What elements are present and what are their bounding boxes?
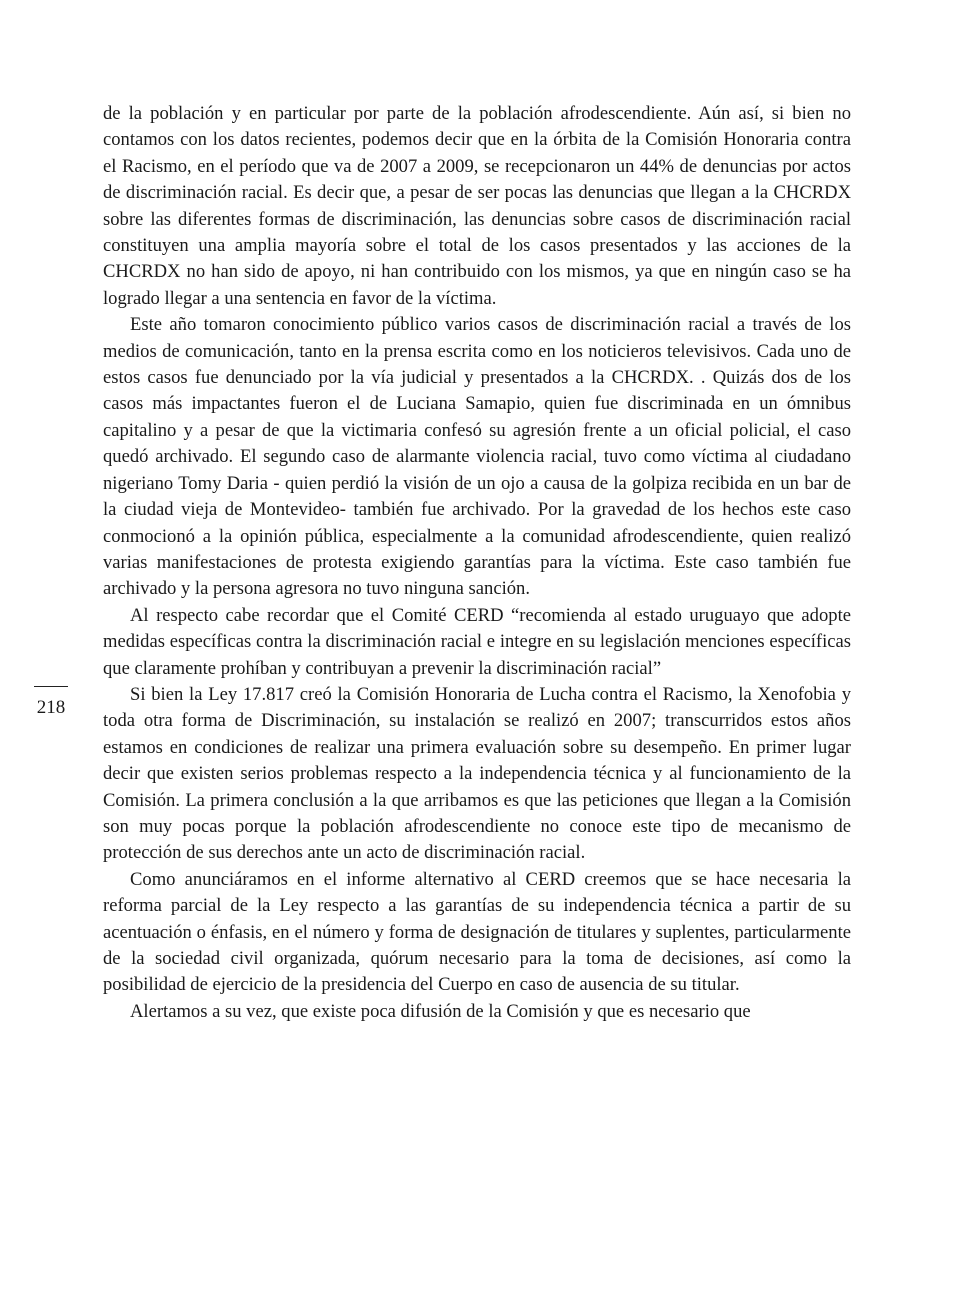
page-number-marker [32, 686, 70, 719]
body-text [103, 101, 851, 1025]
page-number-rule [34, 686, 68, 687]
page-number: 218 [36, 697, 66, 718]
paragraph-law-17817: Si bien la Ley 17.817 creó la Comisión Honoraria de Lucha contra el Racismo, la Xenofobia y toda otra forma de Discriminación, su instalación se realizó en 2007; transcurridos estos años estamos en condiciones de realizar una primera evaluación sobre su desempeño. En primer lugar decir que existen serios problemas respecto a la independencia técnica y al funcionamiento de la Comisión. La primera conclusión a la que arribamos es que las peticiones que llegan a la Comisión son muy pocas porque la población afrodescendiente no conoce este tipo de mecanismo de protección de sus derechos ante un acto de discriminación racial. [103, 683, 851, 864]
paragraph-diffusion: Alertamos a su vez, que existe poca difusión de la Comisión y que es necesario que [130, 1000, 751, 1022]
paragraph-public-cases: Este año tomaron conocimiento público varios casos de discriminación racial a través de los medios de comunicación, tanto en la prensa escrita como en los noticieros televisivos. Cada uno de estos casos fue denunciado por la vía judicial y presentados a la CHCRDX. . Quizás dos de los casos más impactantes fueron el de Luciana Samapio, quien fue discriminada en un ómnibus capitalino y a pesar de que la victimaria confesó su agresión frente a un oficial policial, el caso quedó archivado. El segundo caso de alarmante violencia racial, tuvo como víctima al ciudadano nigeriano Tomy Daria - quien perdió la visión de un ojo a causa de la golpiza recibida en un bar de la ciudad vieja de Montevideo- también fue archivado. Por la gravedad de los hechos este caso conmocionó a la opinión pública, especialmente a la comunidad afrodescendiente, quien realizó varias manifestaciones de protesta exigiendo garantías para la víctima. Este caso también fue archivado y la persona agresora no tuvo ninguna sanción. [103, 314, 851, 600]
paragraph-continued: de la población y en particular por parte de la población afrodescendiente. Aún así, si bien no contamos con los datos recientes, podemos decir que en la órbita de la Comisión Honoraria contra el Racismo, en el período que va de 2007 a 2009, se recepcionaron un 44% de denuncias por actos de discriminación racial. Es decir que, a pesar de ser pocas las denuncias que llegan a la CHCRDX sobre las diferentes formas de discriminación, las denuncias sobre casos de discriminación racial constituyen una amplia mayoría sobre el total de los casos presentados y las acciones de la CHCRDX no han sido de apoyo, ni han contribuido con los mismos, ya que en ningún caso se ha logrado llegar a una sentencia en favor de la víctima. [103, 103, 851, 309]
paragraph-law-reform: Como anunciáramos en el informe alternativo al CERD creemos que se hace necesaria la reforma parcial de la Ley respecto a las garantías de su independencia técnica a partir de su acentuación o énfasis, en el número y forma de designación de titulares y suplentes, particularmente de la sociedad civil organizada, quórum necesario para la toma de decisiones, así como la posibilidad de ejercicio de la presidencia del Cuerpo en caso de ausencia de su titular. [103, 868, 851, 996]
paragraph-cerd-recommendation: Al respecto cabe recordar que el Comité CERD “recomienda al estado uruguayo que adopte medidas específicas contra la discriminación racial e integre en su legislación menciones específicas que claramente prohíban y contribuyan a prevenir la discriminación racial” [103, 604, 851, 679]
